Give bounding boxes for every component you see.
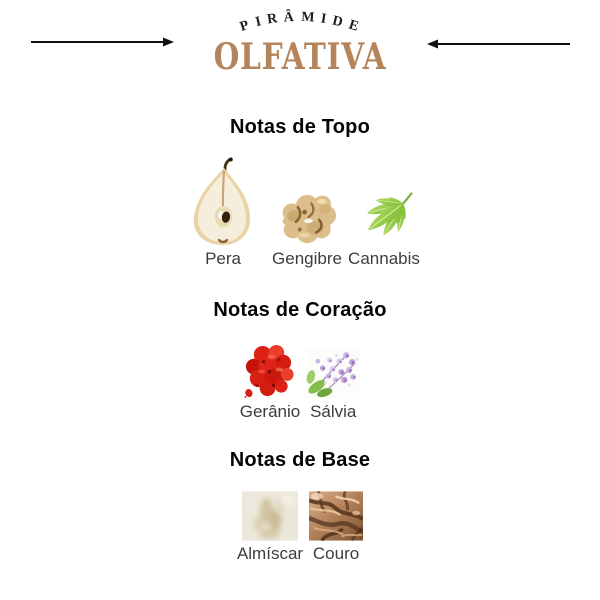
base-notes-row [0,491,600,563]
note-label-cannabis: Cannabis [348,249,420,268]
cannabis-leaf-icon [348,188,420,246]
header [0,0,600,88]
arc-title [0,10,600,37]
note-label-salvia: Sálvia [310,402,357,421]
arc-letter: M [300,9,316,26]
arc-letter: R [266,11,280,28]
note-item [309,491,363,563]
note-item [348,188,420,268]
note-label-gengibre: Gengibre [272,249,342,268]
note-item [240,342,300,421]
top-notes-row [0,156,600,268]
note-label-geranio: Gerânio [239,402,301,421]
note-item [237,491,303,563]
arc-letter: I [253,14,264,31]
pear-icon [180,156,266,246]
sage-flowers-icon [306,347,360,399]
leather-texture-icon [309,491,363,541]
arc-letter: E [347,17,362,36]
note-item [180,156,266,268]
arc-letter: Â [283,9,296,26]
note-item [306,347,360,421]
arc-letter: P [238,17,253,35]
heart-notes-row [0,342,600,421]
arc-letter: D [331,13,346,31]
arc-letter: I [319,11,329,28]
note-item [272,186,342,268]
musk-texture-icon [242,491,298,541]
section-heading-top-notes: Notas de Topo [229,116,370,138]
note-label-pera: Pera [205,249,241,268]
geranium-flower-icon [242,342,297,399]
page-title: OLFATIVA [213,36,387,78]
section-heading-base-notes: Notas de Base [229,449,371,471]
note-label-couro: Couro [312,544,360,563]
ginger-root-icon [275,186,340,246]
note-label-almiscar: Almíscar [236,544,304,563]
section-heading-heart-notes: Notas de Coração [213,299,387,321]
